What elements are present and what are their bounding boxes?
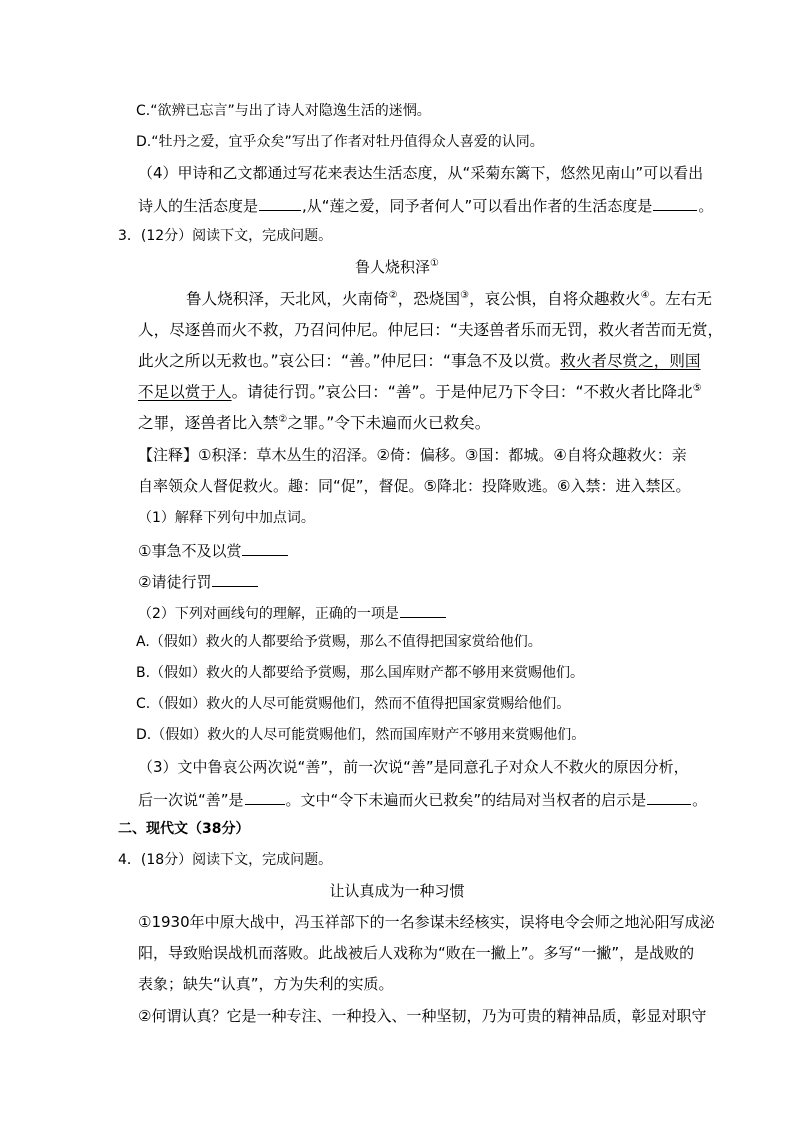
q3-passage-line3: 此火之所以无救也。”哀公曰：“善。”仲尼曰：“事急不及以赏。救火者尽赏之，则国	[138, 352, 701, 370]
q3-heading: 3．(12分）阅读下文，完成问题。	[118, 228, 333, 244]
q4-passage-line2: 阳，导致贻误战机而落败。此战被后人戏称为“败在一撇上”。多写“一撇”，是战败的	[138, 944, 695, 962]
q3-subquestion-1: （1）解释下列句中加点词。	[138, 510, 315, 526]
q4-passage-line3: 表象；缺失“认真”，方为失利的实质。	[138, 975, 394, 993]
q4-heading: 4．(18分）阅读下文，完成问题。	[118, 852, 333, 868]
q3-option-c: C.（假如）救火的人尽可能赏赐他们，然而不值得把国家赏赐给他们。	[136, 696, 571, 712]
answer-blank	[647, 791, 691, 805]
q3-subquestion-3-line1: （3）文中鲁哀公两次说“善”，前一次说“善”是同意孔子对众人不救火的原因分析，	[138, 758, 689, 776]
q3-option-b: B.（假如）救火的人都要给予赏赐，那么国库财产都不够用来赏赐他们。	[136, 665, 585, 681]
q3-passage-line2: 人，尽逐兽而火不救，乃召问仲尼。仲尼曰：“夫逐兽者乐而无罚，救火者苦而无赏，	[138, 321, 724, 339]
q3-title: 鲁人烧积泽①	[355, 258, 439, 276]
q3-subquestion-2: （2）下列对画线句的理解，正确的一项是	[138, 604, 447, 621]
q3-option-d: D.（假如）救火的人尽可能赏赐他们，然而国库财产不够用来赏赐他们。	[136, 727, 586, 743]
answer-blank	[259, 197, 301, 211]
q2-option-c: C.“欲辨已忘言”与出了诗人对隐逸生活的迷惘。	[136, 103, 431, 119]
answer-blank	[245, 791, 285, 805]
q3-subquestion-3-line2: 后一次说“善”是 。文中“令下未遍而火已救矣”的结局对当权者的启示是 。	[138, 791, 708, 809]
underlined-sentence: 救火者尽赏之，则国	[560, 352, 701, 370]
q2-subquestion-4-line1: （4）甲诗和乙文都通过写花来表达生活态度，从“采菊东篱下，悠然见南山”可以看出	[138, 164, 704, 182]
q4-title: 让认真成为一种习惯	[329, 882, 465, 900]
q3-subquestion-1-item1: ①事急不及以赏	[138, 542, 289, 559]
q3-option-a: A.（假如）救火的人都要给予赏赐，那么不值得把国家赏给他们。	[136, 634, 542, 650]
q3-notes-line1: 【注释】①积泽：草木丛生的沼泽。②倚：偏移。③国：都城。④自将众趣救火：亲	[138, 446, 687, 464]
q4-passage-line1: ①1930年中原大战中，冯玉祥部下的一名参谋未经核实，误将电令会师之地沁阳写成泌	[138, 913, 715, 931]
q3-passage-line5: 之罪，逐兽者比入禁②之罪。”令下未遍而火已救矣。	[138, 414, 491, 432]
q3-notes-line2: 自率领众人督促救火。趣：同“促”，督促。⑤降北：投降败逃。⑥入禁：进入禁区。	[138, 477, 691, 495]
answer-blank	[212, 573, 258, 587]
q3-passage-line1: 鲁人烧积泽，天北风，火南倚②，恐烧国③，哀公惧，自将众趣救火④。左右无	[186, 290, 712, 308]
answer-blank	[653, 197, 697, 211]
q3-subquestion-1-item2: ②请徒行罚	[138, 573, 259, 590]
underlined-sentence: 不足以赏于人	[138, 383, 232, 401]
q2-option-d: D.“牡丹之爱，宜乎众矣”写出了作者对牡丹值得众人喜爱的认同。	[136, 134, 544, 150]
q2-subquestion-4-line2: 诗人的生活态度是 ,从“莲之爱，同予者何人”可以看出作者的生活态度是 。	[138, 197, 714, 215]
q3-passage-line4: 不足以赏于人。请徒行罚。”哀公曰：“善”。于是仲尼乃下令曰：“不救火者比降北⑤	[138, 383, 702, 401]
answer-blank	[400, 604, 446, 618]
q4-passage-line4: ②何谓认真？它是一种专注、一种投入、一种坚韧，乃为可贵的精神品质，彰显对职守	[138, 1007, 707, 1025]
section-heading: 二、现代文（38分）	[118, 821, 250, 837]
answer-blank	[242, 542, 288, 556]
